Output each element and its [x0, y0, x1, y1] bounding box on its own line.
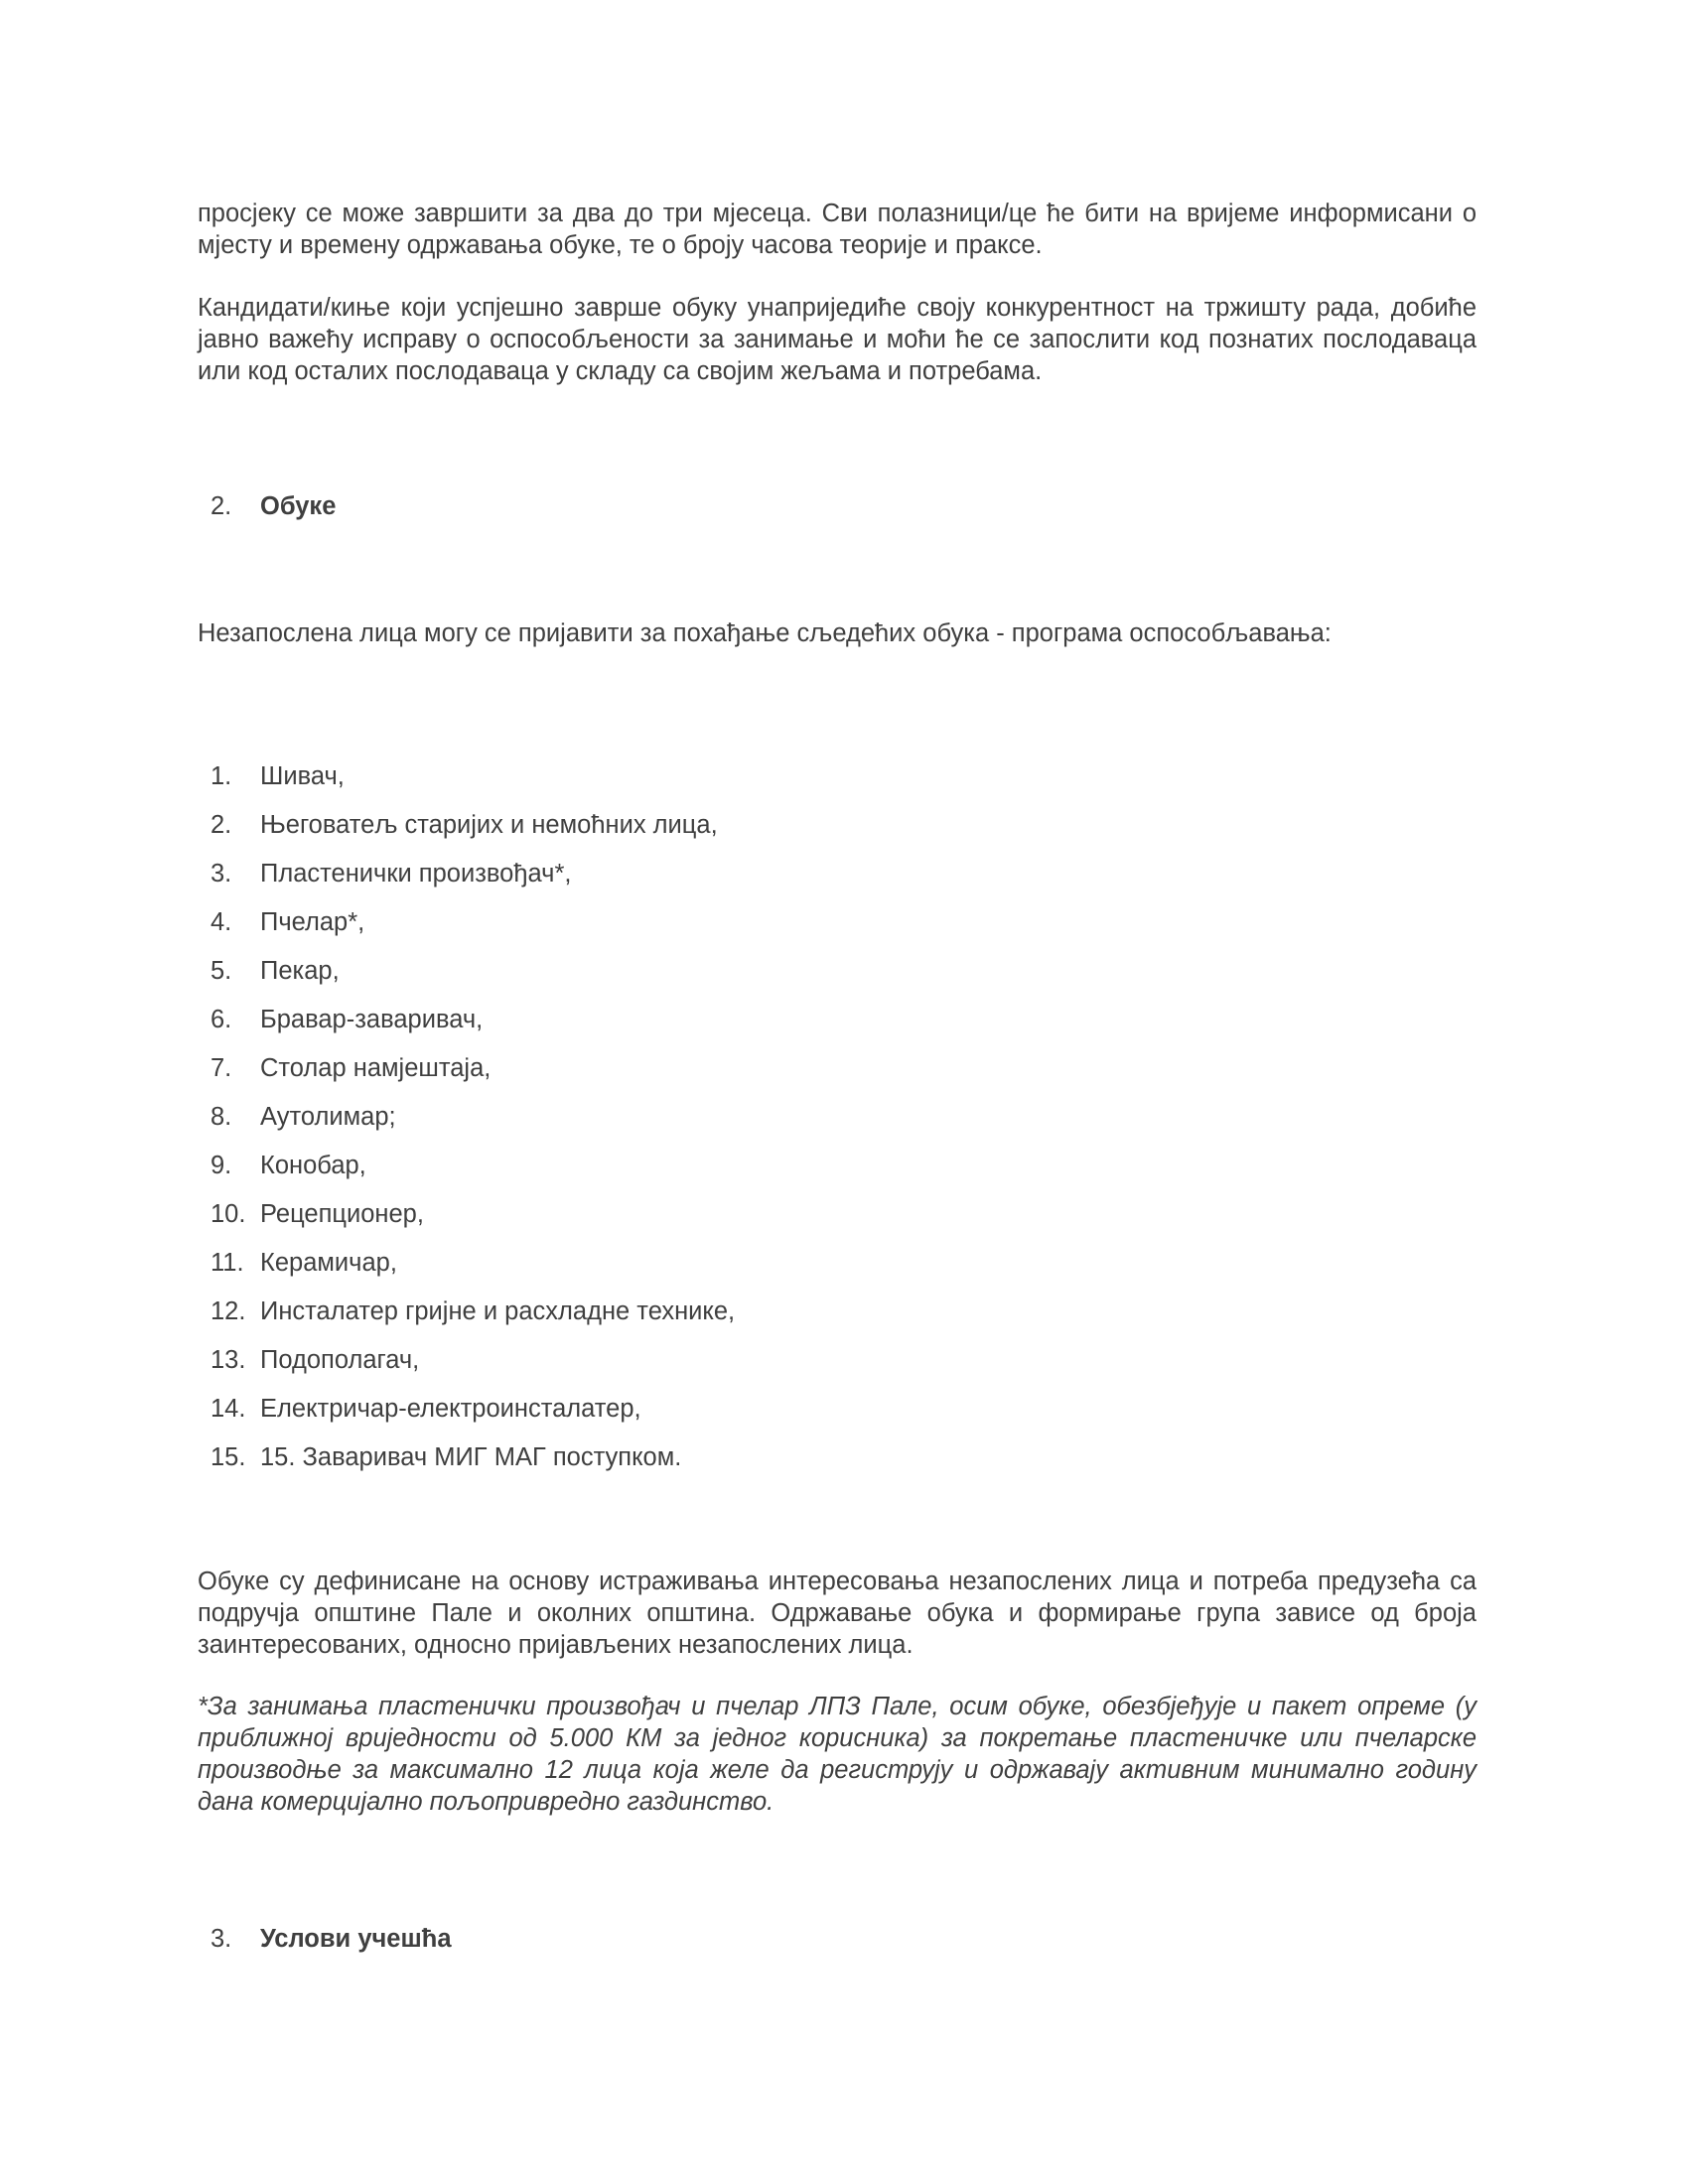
list-label: Бравар-заваривач,	[260, 1006, 484, 1033]
list-number: 2.	[211, 811, 232, 839]
list-number: 10.	[211, 1200, 246, 1228]
section-heading-conditions	[211, 1923, 452, 1955]
list-number: 12.	[211, 1297, 246, 1325]
list-label: Пчелар*,	[260, 908, 365, 936]
list-item	[211, 1344, 735, 1393]
list-item	[211, 1441, 735, 1490]
section-title: Услови учешћа	[260, 1925, 452, 1953]
list-number: 14.	[211, 1395, 246, 1423]
list-number: 4.	[211, 908, 232, 936]
list-item	[211, 1004, 735, 1052]
list-item	[211, 1296, 735, 1344]
list-number: 1.	[211, 762, 232, 790]
list-label: Пластенички произвођач*,	[260, 860, 572, 887]
paragraph-candidates: Кандидати/киње који успјешно заврше обуку унаприједиће своју конкурентност на тржишту рада, добиће јавно важећу исправу о оспособљености за занимање и моћи ће се запослити код познатих послодаваца или код осталих послодаваца у складу са својим жељама и потребама.	[198, 294, 1477, 385]
trainings-list	[211, 760, 735, 1490]
paragraph-intro: Незапослена лица могу се пријавити за похађање сљедећих обука - програма оспособљавања:	[198, 619, 1332, 647]
list-label: Столар намјештаја,	[260, 1054, 492, 1082]
section-heading-trainings	[211, 490, 336, 522]
section-number: 3.	[211, 1925, 232, 1953]
list-label: Рецепционер,	[260, 1200, 424, 1228]
paragraph-definition: Обуке су дефинисане на основу истраживања интересовања незапослених лица и потреба предузећа са подручја општине Пале и околних општина. Одржавање обука и формирање група зависе од броја заинтересованих, односно пријављених незапослених лица.	[198, 1568, 1477, 1659]
list-number: 5.	[211, 957, 232, 985]
section-title: Обуке	[260, 492, 337, 520]
list-number: 6.	[211, 1006, 232, 1033]
list-label: Његоватељ старијих и немоћних лица,	[260, 811, 718, 839]
list-label: Шивач,	[260, 762, 345, 790]
list-label: Подополагач,	[260, 1346, 420, 1374]
list-item	[211, 1150, 735, 1198]
list-label: Конобар,	[260, 1152, 366, 1179]
list-number: 7.	[211, 1054, 232, 1082]
list-label: Електричар-електроинсталатер,	[260, 1395, 641, 1423]
list-number: 8.	[211, 1103, 232, 1131]
list-item	[211, 760, 735, 809]
list-label: Инсталатер гријне и расхладне технике,	[260, 1297, 736, 1325]
list-number: 3.	[211, 860, 232, 887]
list-item	[211, 809, 735, 858]
list-item	[211, 858, 735, 906]
list-number: 13.	[211, 1346, 246, 1374]
list-label: Пекар,	[260, 957, 340, 985]
list-item	[211, 1198, 735, 1247]
list-item	[211, 1052, 735, 1101]
list-item	[211, 1247, 735, 1296]
paragraph-duration: просјеку се може завршити за два до три мјесеца. Сви полазници/це ће бити на вријеме информисани о мјесту и времену одржавања обуке, те о броју часова теорије и праксе.	[198, 200, 1477, 259]
list-number: 11.	[211, 1249, 244, 1277]
list-item	[211, 906, 735, 955]
list-number: 15.	[211, 1443, 246, 1471]
list-label: 15. Заваривач МИГ МАГ поступком.	[260, 1443, 682, 1471]
paragraph-footnote: *За занимања пластенички произвођач и пчелар ЛПЗ Пале, осим обуке, обезбјеђује и пакет опреме (у приближној вриједности од 5.000 КМ за једног корисника) за покретање пластеничке или пчеларске производње за максимално 12 лица која желе да региструју и одржавају активним минимално годину дана комерцијално пољопривредно газдинство.	[198, 1693, 1477, 1816]
list-item	[211, 955, 735, 1004]
list-item	[211, 1393, 735, 1441]
list-number: 9.	[211, 1152, 232, 1179]
list-item	[211, 1101, 735, 1150]
list-label: Аутолимар;	[260, 1103, 396, 1131]
list-label: Керамичар,	[260, 1249, 397, 1277]
section-number: 2.	[211, 492, 232, 520]
